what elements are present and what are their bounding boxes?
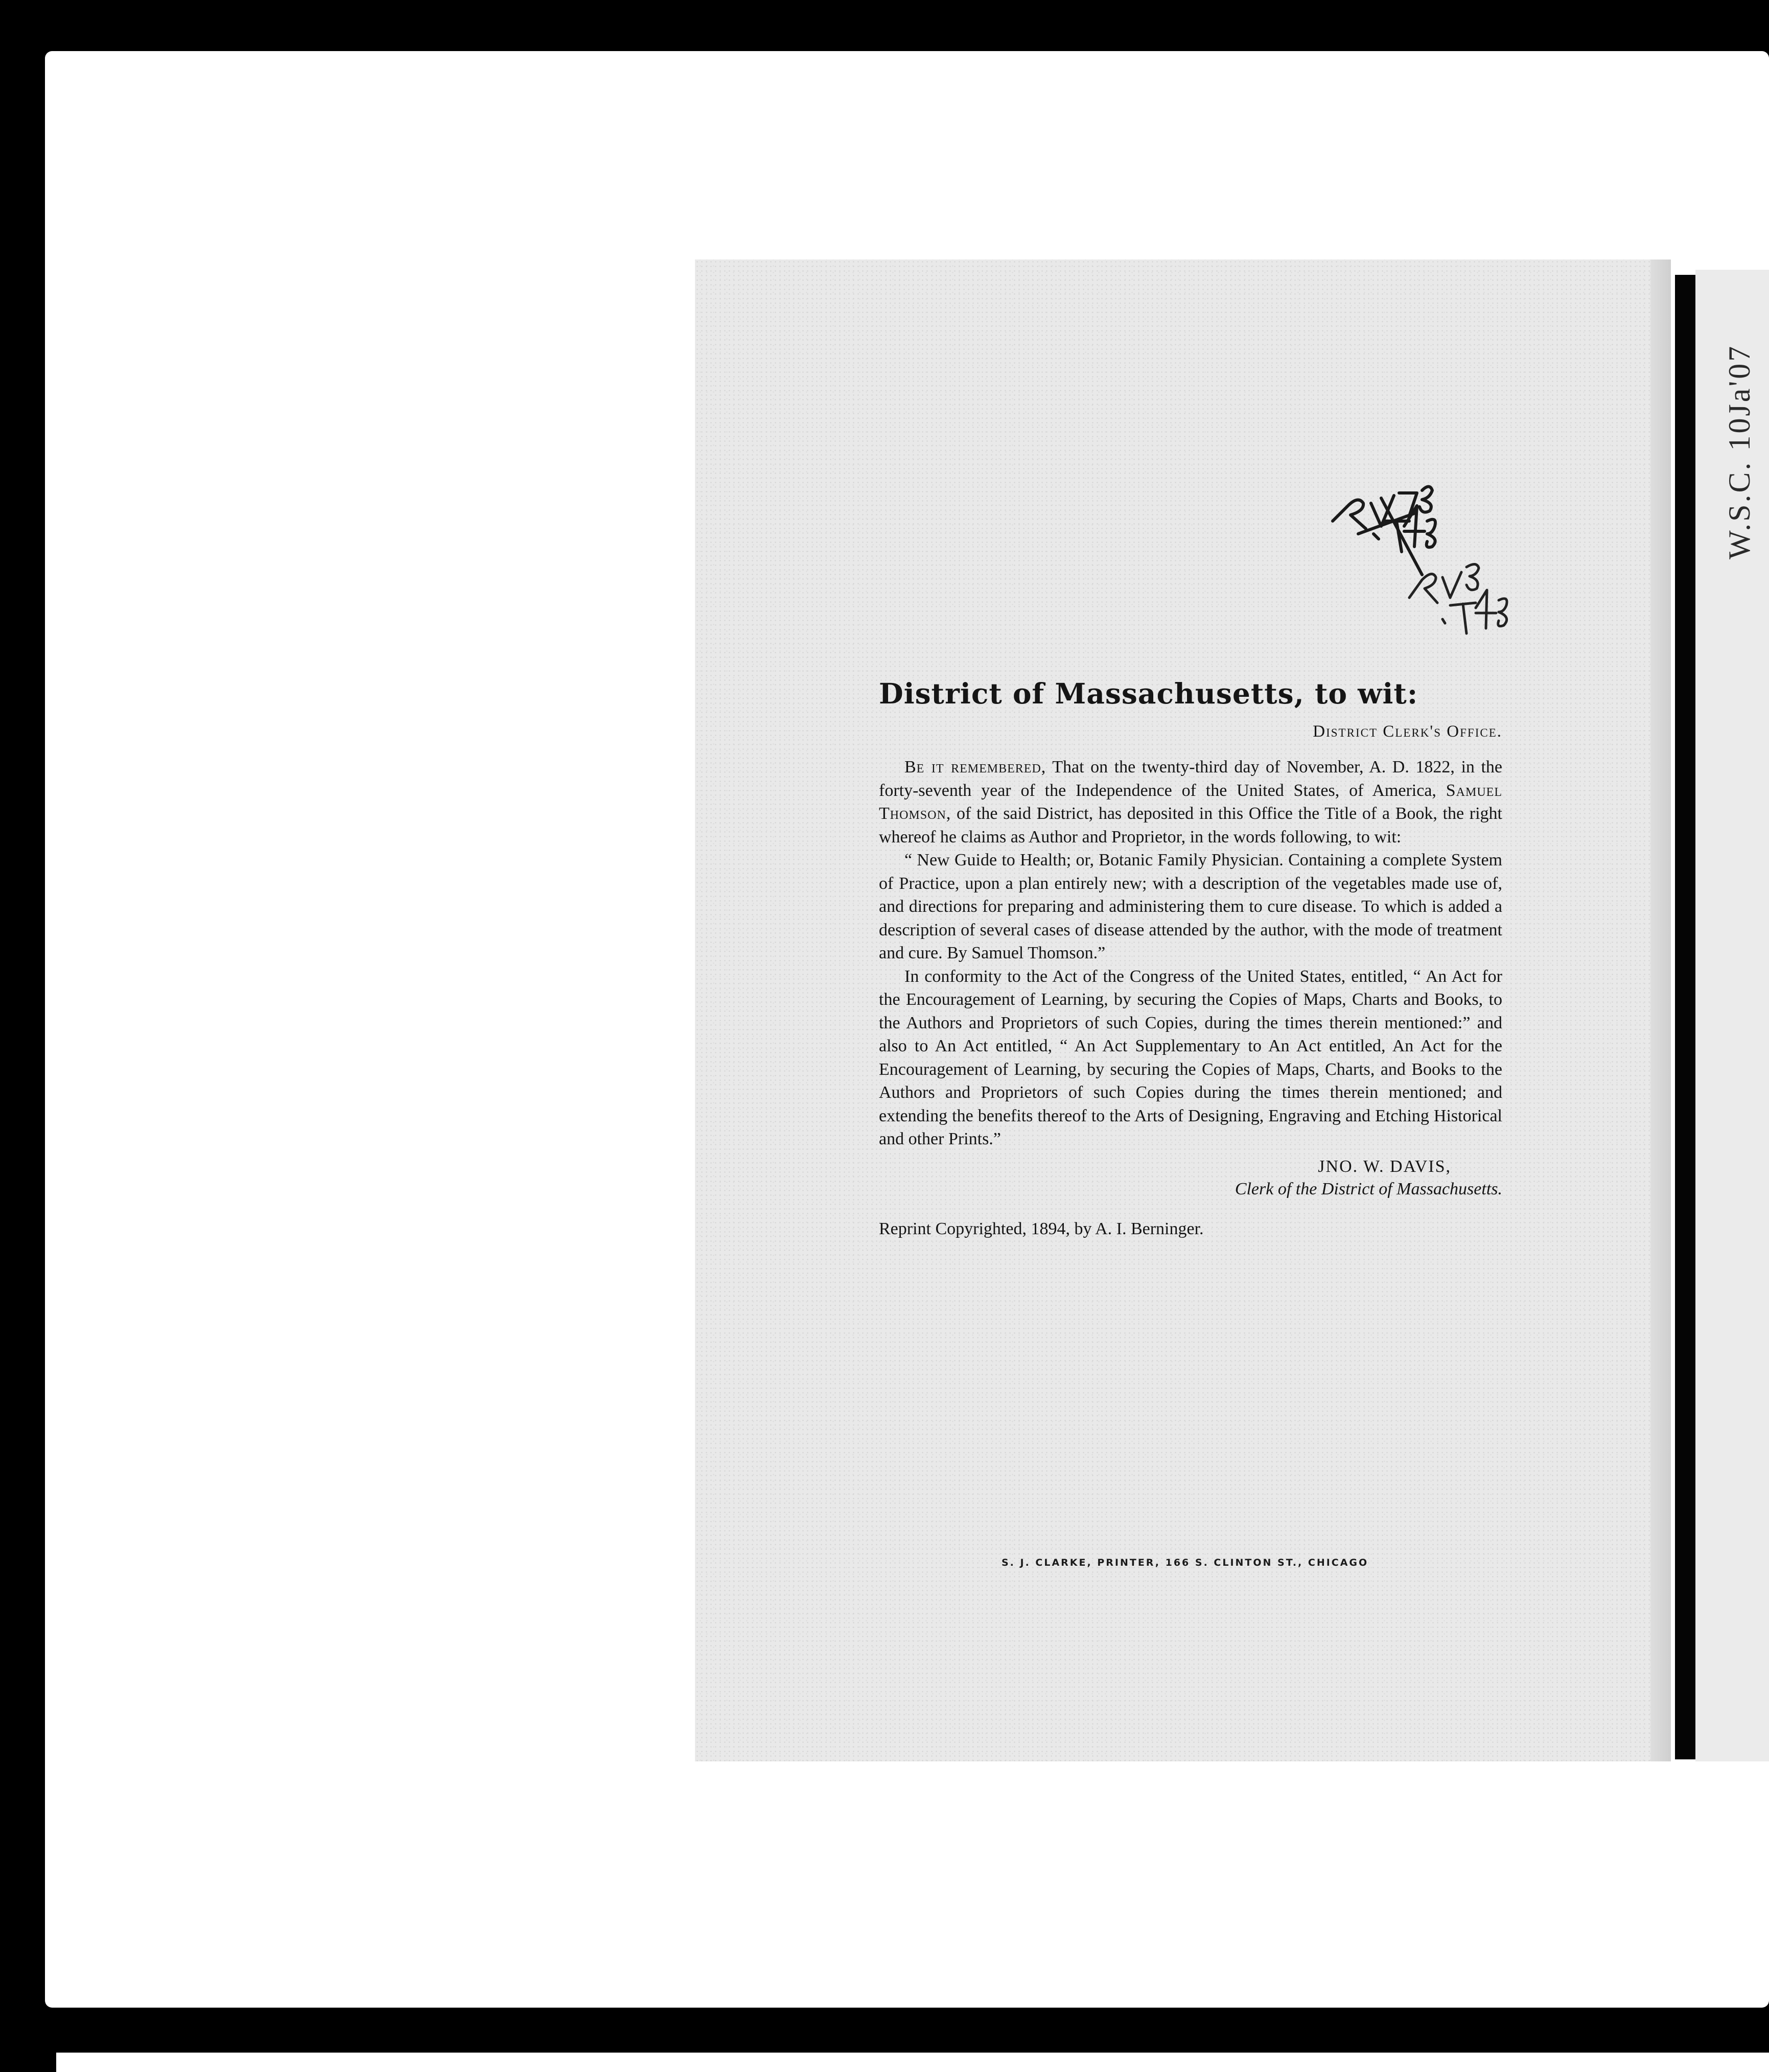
dust-speck	[1212, 11, 1219, 19]
be-it-remembered-lead: Be it remembered,	[904, 758, 1046, 776]
book-title-quote: “ New Guide to Health; or, Botanic Family Physician. Containing a complete System of Practice, upon a plan entirely new; with a description of the vegetables made use of, and directions for preparing and administering them to cure disease. To which is added a description of several cases of disease attended by the author, with the mode of treatment and cure. By Samuel Thomson.”	[879, 851, 1502, 962]
reprint-notice: Reprint Copyrighted, 1894, by A. I. Berninger.	[879, 1219, 1204, 1238]
binding-bar	[1675, 275, 1695, 1759]
paragraph-text-b: of the said District, has deposited in this Office the Title of a Book, the right whereof he claims as Author and Proprietor, in the words following, to wit:	[879, 804, 1502, 846]
handwritten-call-number-drawing	[1328, 475, 1522, 639]
copyright-notice	[879, 677, 1502, 1239]
signature-name: JNO. W. DAVIS,	[1318, 1157, 1451, 1176]
page-edge-shadow	[1650, 260, 1671, 1761]
handwritten-call-number	[1328, 475, 1522, 639]
accession-stamp: W.S.C. 10Ja'07	[1723, 344, 1756, 559]
notice-heading: District of Massachusetts, to wit:	[879, 677, 1418, 710]
next-frame-edge	[56, 2053, 1769, 2072]
conformity-paragraph: In conformity to the Act of the Congress of the United States, entitled, “ An Act for the Encouragement of Learning, by securing the Copies of Maps, Charts and Books, to the Authors and Proprietors of such Copies, during the times therein mentioned:” and also to An Act entitled, “ An Act Supplementary to An Act entitled, An Act for the Encouragement of Learning, by securing the Copies of Maps, Charts, and Books to the Authors and Proprietors of such Copies during the times therein mentioned; and extending the benefits thereof to the Arts of Designing, Engraving and Etching Historical and other Prints.”	[879, 967, 1502, 1148]
author-name: Samuel Thomson,	[879, 781, 1502, 823]
printer-imprint: S. J. CLARKE, PRINTER, 166 S. CLINTON ST., CHICAGO	[1002, 1557, 1369, 1568]
signature-title: Clerk of the District of Massachusetts.	[1235, 1179, 1502, 1198]
office-line: District Clerk's Office.	[1313, 722, 1502, 741]
paragraph-text-a: That on the twenty-third day of November, A. D. 1822, in the forty-seventh year of the Independence of the United States, of America,	[879, 758, 1502, 800]
be-it-remembered-paragraph	[879, 756, 1502, 849]
